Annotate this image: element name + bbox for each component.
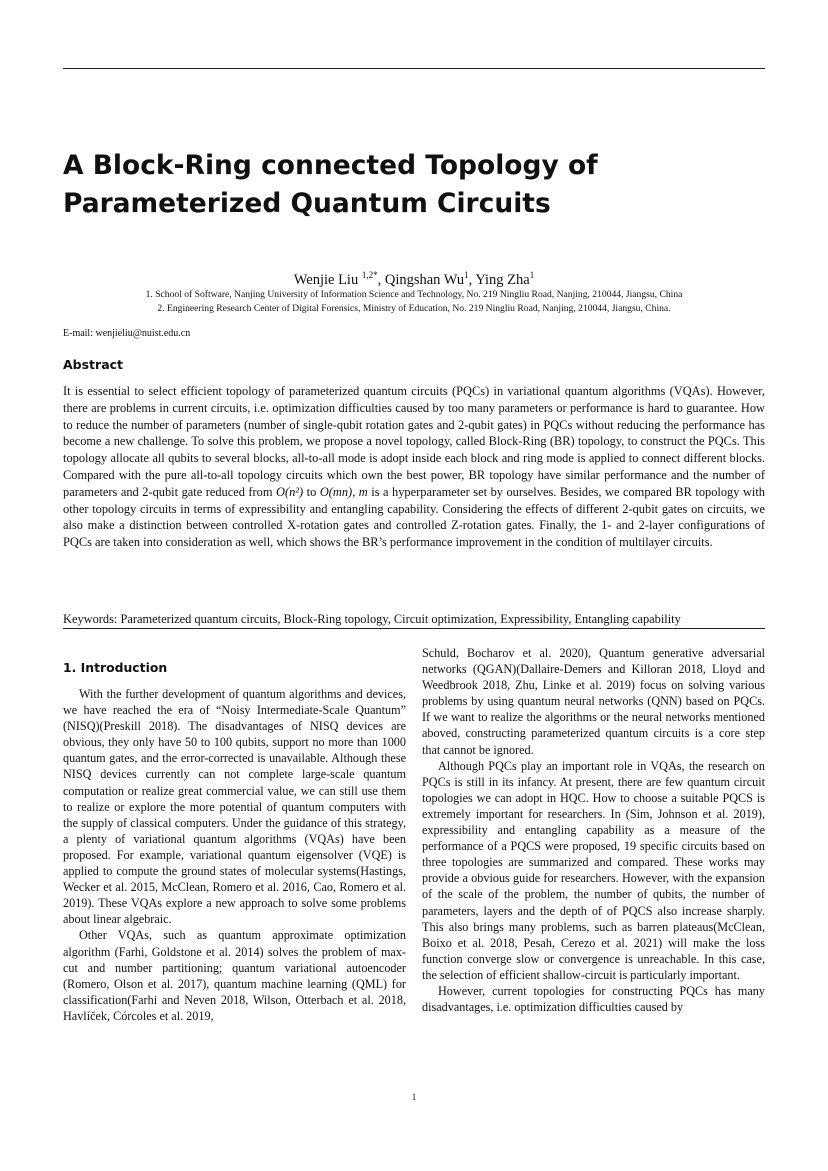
title-line-2: Parameterized Quantum Circuits xyxy=(63,188,551,219)
math-complexity-before: O(n²) xyxy=(276,484,304,499)
author-affiliation-mark: 1 xyxy=(529,270,535,280)
author-affiliation-mark: 1,2* xyxy=(361,270,378,280)
author-name: Wenjie Liu xyxy=(293,271,362,288)
abstract-body xyxy=(63,383,765,551)
math-hyperparameter: m xyxy=(358,484,368,499)
math-complexity-after: O(mn) xyxy=(319,484,353,499)
body-paragraph: Other VQAs, such as quantum approximate optimization algorithm (Farhi, Goldstone et al. 2014) solves the problem of max-cut and number partitioning; quantum variational autoencoder (Romero, Olson et al. 2017), quantum machine learning (QML) for classification(Farhi and Neven 2018, Wilson, Otterbach et al. 2018, Havlíček, Córcoles et al. 2019, xyxy=(63,928,406,1023)
body-paragraph: With the further development of quantum algorithms and devices, we have reached the era of “Noisy Intermediate-Scale Quantum” (NISQ)(Preskill 2018). The disadvantages of NISQ devices are obvious, they only have 50 to 100 qubits, support no more than 1000 quantum gates, and the error-corrected is unavailable. Although these NISQ devices currently can not complete large-scale quantum computation or realize great commercial value, we can still use them to realize or explore the more potential of quantum computers with the supply of classical computers. Under the guidance of this strategy, a plenty of variational quantum algorithms (VQAs) have been proposed. For example, variational quantum eigensolver (VQE) is applied to compute the ground states of molecular systems(Hastings, Wecker et al. 2015, McClean, Romero et al. 2016, Cao, Romero et al. 2019). These VQAs explore a new approach to solve some problems about linear algebraic. xyxy=(63,687,406,927)
paper-title xyxy=(63,147,763,223)
body-paragraph: Schuld, Bocharov et al. 2020), Quantum generative adversarial networks (QGAN)(Dallaire-Demers and Killoran 2018, Lloyd and Weedbrook 2018, Zhu, Linke et al. 2019) focus on solving various problems by using quantum neural networks (QNN) based on PQCs. If we want to realize the algorithms or the neural networks mentioned aboved, constructing parameterized quantum circuits is a core step that cannot be ignored. xyxy=(422,646,765,757)
abstract-text: , xyxy=(352,484,359,499)
body-paragraph: However, current topologies for constructing PQCs has many disadvantages, i.e. optimization difficulties caused by xyxy=(422,983,765,1015)
section-heading-introduction: 1. Introduction xyxy=(63,660,168,675)
abstract-heading: Abstract xyxy=(63,357,124,372)
column-right xyxy=(422,645,765,1015)
abstract-text: It is essential to select efficient topology of parameterized quantum circuits (PQCs) in variational quantum algorithms (VQAs). However, there are problems in current circuits, i.e. optimization difficulties caused by too many parameters or performance is hard to guarantee. How to reduce the number of parameters (number of single-qubit rotation gates and 2-qubit gates) in PQCs without reducing the performance has become a new challenge. To solve this problem, we propose a novel topology, called Block-Ring (BR) topology, to construct the PQCs. This topology allocate all qubits to several blocks, all-to-all mode is adopt inside each block and ring mode is applied to connect different blocks. Compared with the pure all-to-all topology circuits which own the best power, BR topology have similar performance and the number of parameters and 2-qubit gate reduced from xyxy=(63,384,765,499)
body-paragraph: Although PQCs play an important role in VQAs, the research on PQCs is still in its infancy. At present, there are few quantum circuit topologies we can adopt in HQC. How to choose a suitable PQCS is extremely important for researchers. In (Sim, Johnson et al. 2019), expressibility and entangling capability as a measure of the performance of a PQCS were proposed, 19 specific circuits based on three topologies are summarized and compared. These works may provide a obvious guide for researchers. However, with the expansion of the scale of the problem, the number of qubits, the number of parameters, layers and the depth of of PQCS also increase sharply. This also brings many problems, such as barren plateaus(McClean, Boixo et al. 2018, Pesah, Cerezo et al. 2021) will make the loss function converge slow or convergence is unreachable. In this case, the selection of efficient shallow-circuit is particularly important. xyxy=(422,758,765,982)
page-number: 1 xyxy=(411,1092,417,1102)
author-name: , Qingshan Wu xyxy=(377,271,465,288)
keywords-rule xyxy=(63,628,765,629)
author-list xyxy=(0,266,828,289)
affiliation-2: 2. Engineering Research Center of Digital Forensics, Ministry of Education, No. 219 Ningliu Road, Nanjing, 210044, Jiangsu, China. xyxy=(157,303,671,314)
abstract-text: is a hyperparameter set by ourselves. Besides, we compared BR topology with other topology circuits in terms of expressibility and entangling capability. Considering the effects of different 2-qubit gates on circuits, we also make a distinction between controlled X-rotation gates and controlled Z-rotation gates. Finally, the 1- and 2-layer configurations of PQCs are taken into consideration as well, which shows the BR’s performance improvement in the condition of multilayer circuits. xyxy=(63,484,765,550)
header-rule xyxy=(63,68,765,69)
affiliation-1: 1. School of Software, Nanjing University of Information Science and Technology, No. 219 Ningliu Road, Nanjing, 210044, Jiangsu, China xyxy=(145,289,683,300)
title-line-1: A Block-Ring connected Topology of xyxy=(63,150,598,181)
abstract-text: to xyxy=(303,484,320,499)
author-affiliation-mark: 1 xyxy=(464,270,469,280)
author-name: , Ying Zha xyxy=(468,271,530,288)
column-left xyxy=(63,660,406,1024)
keywords-line: Keywords: Parameterized quantum circuits, Block-Ring topology, Circuit optimization, Expressibility, Entangling capability xyxy=(63,612,681,626)
contact-email: E-mail: wenjieliu@nuist.edu.cn xyxy=(63,328,191,339)
